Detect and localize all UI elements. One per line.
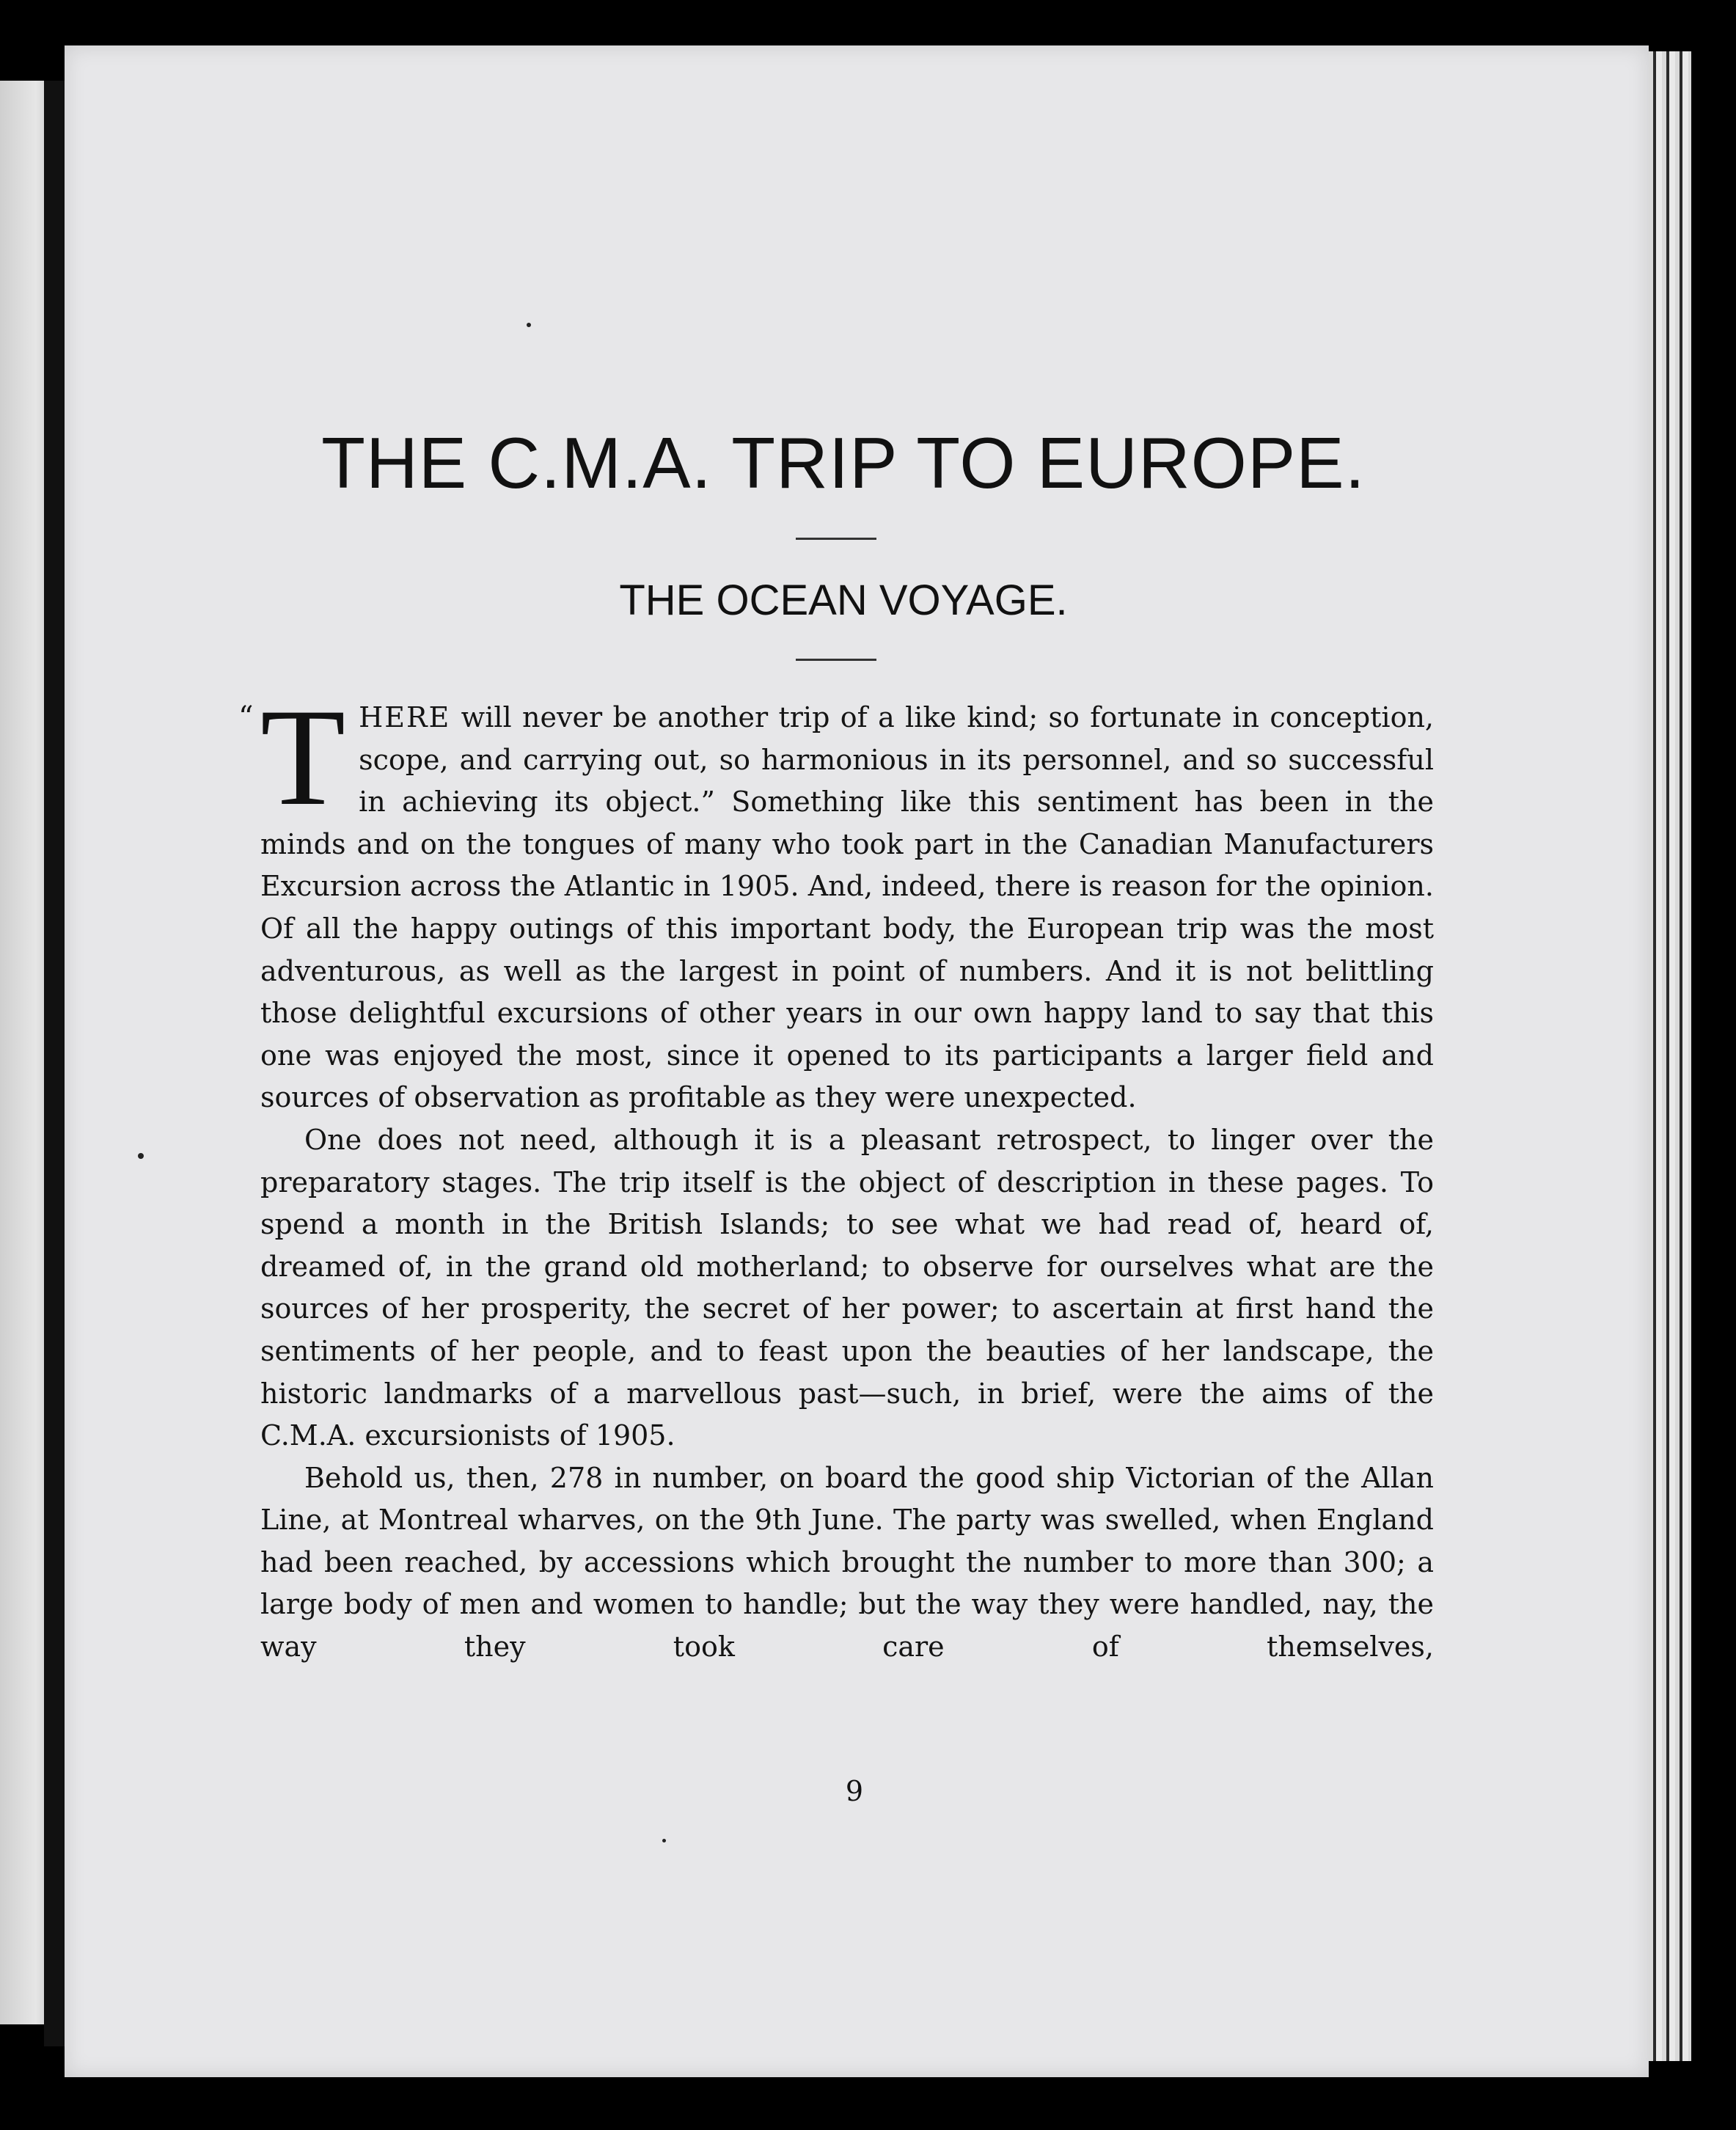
drop-cap: T [260, 681, 346, 835]
paragraph-1-text: will never be another trip of a like kind; so fortunate in conception, scope, and carrying out, so harmonious in its personnel, and so successful in achieving its object.” Something like this sentiment has been in the minds and on the tongues of many who took part in the Canadian Manufacturers Excursion across the Atlantic in 1905. And, indeed, there is reason for the opinion. Of all the happy outings of this important body, the European trip was the most adventurous, as well as the largest in point of numbers. And it is not belittling those delightful excursions of other years in our own happy land to say that this one was enjoyed the most, since it opened to its participants a larger field and sources of observation as profitable as they were unexpected. [260, 701, 1434, 1114]
paragraph-2: One does not need, although it is a pleasant retrospect, to linger over the preparatory stages. The trip itself is the object of description in these pages. To spend a month in the British Islands; to see what we had read of, heard of, dreamed of, in the grand old motherland; to observe for ourselves what are the sources of her prosperity, the secret of her power; to ascertain at first hand the sentiments of her people, and to feast upon the beauties of her landscape, the historic landmarks of a marvellous past—such, in brief, were the aims of the C.M.A. excursionists of 1905. [260, 1123, 1434, 1452]
page-number: 9 [845, 1775, 864, 1807]
page-edge-stack [1649, 51, 1691, 2061]
paragraph-1 [238, 681, 1434, 1119]
body-text [238, 681, 1434, 1669]
book-gutter [44, 81, 65, 2046]
ink-speck [138, 1153, 144, 1159]
lead-word: HERE [359, 701, 451, 733]
page-title: THE C.M.A. TRIP TO EUROPE. [321, 422, 1366, 503]
ink-speck [662, 1839, 666, 1842]
section-heading: THE OCEAN VOYAGE. [619, 577, 1068, 624]
paragraph-3: Behold us, then, 278 in number, on board the good ship Victorian of the Allan Line, at Montreal wharves, on the 9th June. The party was swelled, when England had been reached, by accessions which brought the number to more than 300; a large body of men and women to handle; but the way they were handled, nay, the way they took care of themselves, [260, 1461, 1434, 1664]
ink-speck [527, 323, 531, 327]
title-divider [796, 538, 876, 540]
section-divider [796, 659, 876, 661]
opening-quote: “ [238, 700, 254, 734]
